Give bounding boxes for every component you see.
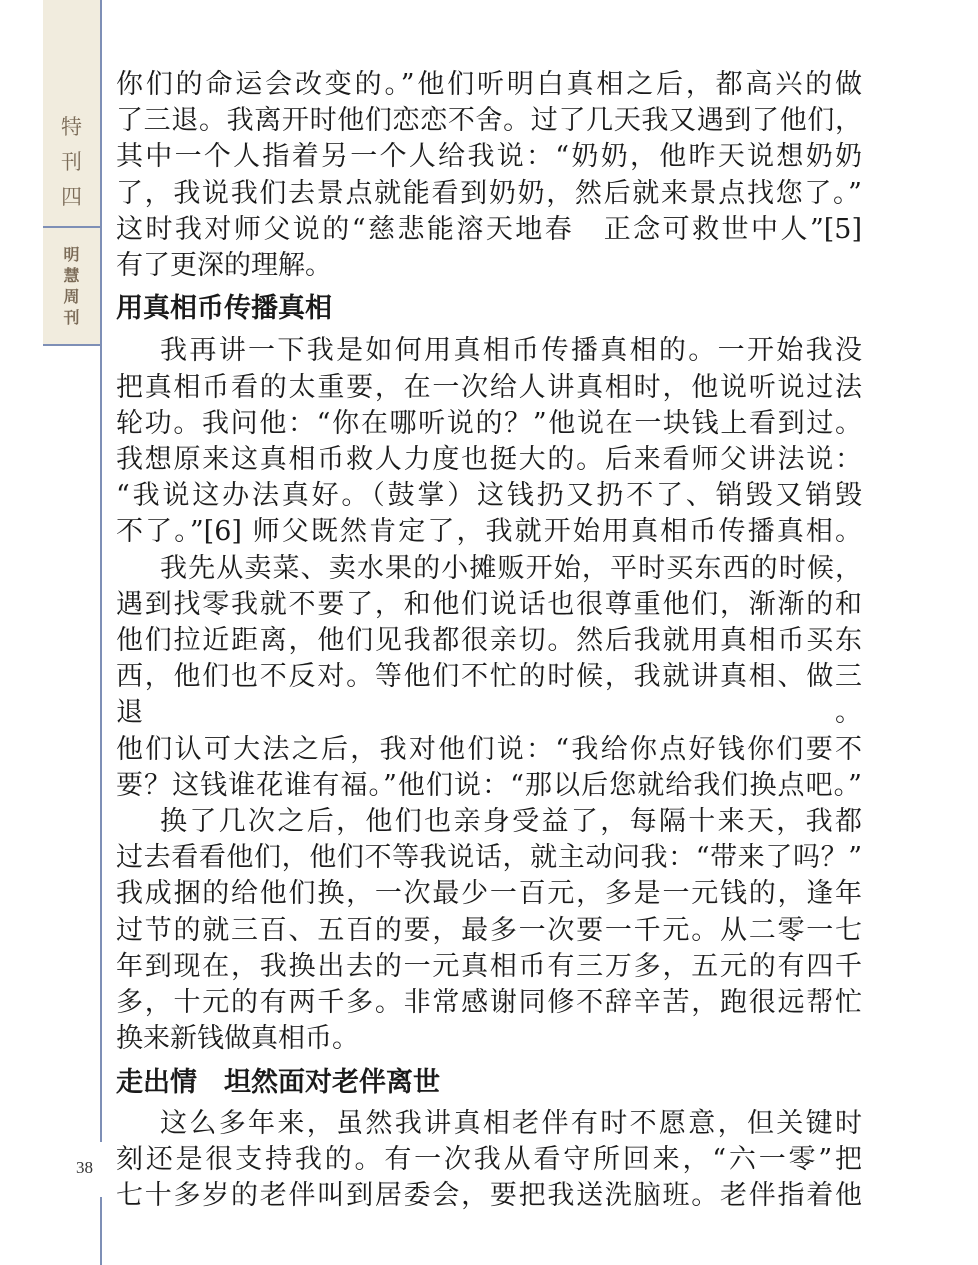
text-line: 把真相币看的太重要，在一次给人讲真相时，他说听说过法 <box>116 371 862 403</box>
text-line: 遇到找零我就不要了，和他们说话也很尊重他们，渐渐的和 <box>116 588 862 620</box>
text-line: 这么多年来，虽然我讲真相老伴有时不愿意，但关键时 <box>160 1107 862 1139</box>
article-body <box>116 67 862 1214</box>
publication-label <box>43 244 100 328</box>
text-line: 他们认可大法之后，我对他们说：“我给你点好钱你们要不 <box>116 733 862 765</box>
section-heading: 走出情 坦然面对老伴离世 <box>116 1067 440 1099</box>
text-line: 轮功。我问他：“你在哪听说的？”他说在一块钱上看到过。 <box>116 407 862 439</box>
text-line: 我成捆的给他们换，一次最少一百元，多是一元钱的，逢年 <box>116 878 862 910</box>
text-line: 刻还是很支持我的。有一次我从看守所回来，“六一零”把 <box>116 1143 862 1175</box>
publication-char: 周 <box>63 287 80 306</box>
text-line: 换了几次之后，他们也亲身受益了，每隔十来天，我都 <box>160 806 862 838</box>
text-line: “我说这办法真好。（鼓掌）这钱扔又扔不了、销毁又销毁 <box>116 480 862 512</box>
text-line: 过去看看他们，他们不等我说话，就主动问我：“带来了吗？” <box>116 842 862 874</box>
publication-char: 慧 <box>63 266 80 285</box>
text-line: 他们拉近距离，他们见我都很亲切。然后我就用真相币买东 <box>116 625 862 657</box>
text-line: 我先从卖菜、卖水果的小摊贩开始，平时买东西的时候， <box>160 552 862 584</box>
text-line: 其中一个人指着另一个人给我说：“奶奶，他昨天说想奶奶 <box>116 141 862 173</box>
text-line: 我想原来这真相币救人力度也挺大的。后来看师父讲法说： <box>116 444 862 476</box>
text-line: 我再讲一下我是如何用真相币传播真相的。一开始我没 <box>160 335 862 367</box>
special-issue-char: 四 <box>61 185 82 209</box>
text-line: 七十多岁的老伴叫到居委会，要把我送洗脑班。老伴指着他 <box>116 1180 862 1212</box>
special-issue-char: 刊 <box>61 150 82 174</box>
tab-divider <box>43 226 100 228</box>
text-line: 有了更深的理解。 <box>116 250 332 282</box>
margin-rule <box>100 0 102 1142</box>
text-line: 不了。”[6] 师父既然肯定了，我就开始用真相币传播真相。 <box>116 516 862 548</box>
text-line: 年到现在，我换出去的一元真相币有三万多，五元的有四千 <box>116 950 862 982</box>
text-line: 了三退。我离开时他们恋恋不舍。过了几天我又遇到了他们， <box>116 105 862 137</box>
page-number: 38 <box>76 1158 93 1177</box>
text-line: 了，我说我们去景点就能看到奶奶，然后就来景点找您了。” <box>116 177 862 209</box>
text-line: 换来新钱做真相币。 <box>116 1023 359 1055</box>
tab-divider <box>43 344 100 346</box>
text-line: 你们的命运会改变的。”他们听明白真相之后，都高兴的做 <box>116 69 862 100</box>
text-line: 多，十元的有两千多。非常感谢同修不辞辛苦，跑很远帮忙 <box>116 987 862 1019</box>
publication-char: 刊 <box>63 308 80 327</box>
text-line: 要？这钱谁花谁有福。”他们说：“那以后您就给我们换点吧。” <box>116 769 862 801</box>
publication-char: 明 <box>63 245 80 264</box>
margin-rule <box>100 1197 102 1265</box>
text-line: 西，他们也不反对。等他们不忙的时候，我就讲真相、做三退。 <box>116 661 862 729</box>
special-issue-label <box>43 110 100 215</box>
text-line: 这时我对师父说的“慈悲能溶天地春 正念可救世中人”[5] <box>116 213 862 245</box>
special-issue-char: 特 <box>61 115 82 139</box>
section-heading: 用真相币传播真相 <box>116 293 332 325</box>
text-line: 过节的就三百、五百的要，最多一次要一千元。从二零一七 <box>116 914 862 946</box>
